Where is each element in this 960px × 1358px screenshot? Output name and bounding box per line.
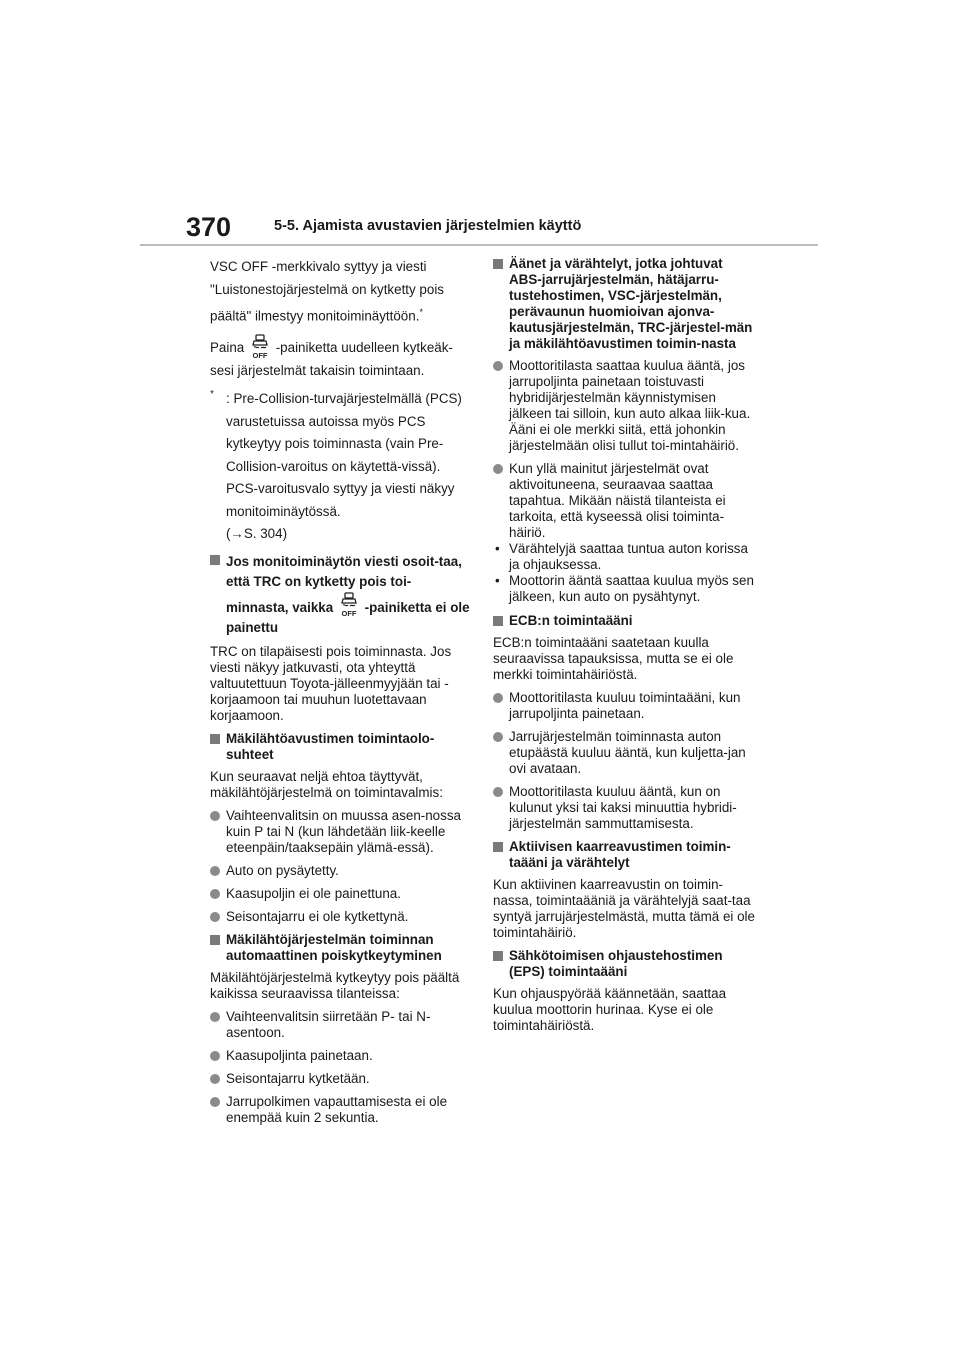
- paragraph-trc: TRC on tilapäisesti pois toiminnasta. Jos viesti näkyy jatkuvasti, ota yhteyttä valtuutettuun Toyota-jälleenmyyjään tai -korjaamoon tai muuhun luotettavaan korjaamoon.: [210, 643, 452, 723]
- heading-sounds-vibrations: Äänet ja värähtelyt, jotka johtuvat ABS-jarrujärjestelmän, hätäjarru-tustehostimen, VSC-järjestelmän, perävaunun huomioivan ajonva-kautusjärjestelmän, TRC-järjestel-män ja mäkilähtöavustimen toimin-nasta: [493, 256, 755, 352]
- heading-hill-start-conditions: Mäkilähtöavustimen toimintaolo-suhteet: [210, 731, 472, 763]
- round-bullet-icon: [493, 693, 503, 703]
- square-bullet-icon: [493, 616, 503, 626]
- paragraph-ecb: ECB:n toimintaääni saatetaan kuulla seuraavissa tapauksissa, mutta se ei ole merkki toimintahäiriöstä.: [493, 635, 734, 682]
- square-bullet-icon: [493, 842, 503, 852]
- paragraph-vsc-off: VSC OFF -merkkivalo syttyy ja viesti "Luistonestojärjestelmä on kytketty pois päältä" ilmestyy monitoiminäyttöön.*: [210, 259, 444, 324]
- vsc-off-button-icon: [340, 592, 358, 618]
- paragraph-eps: Kun ohjauspyörää käännetään, saattaa kuulua moottorin hurinaa. Kyse ei ole toimintahäiriöstä.: [493, 986, 727, 1033]
- round-bullet-icon: [493, 787, 503, 797]
- list-item: Moottoritilasta kuuluu toimintaääni, kun jarrupoljinta painetaan.: [493, 690, 755, 722]
- list-item: • Moottorin ääntä saattaa kuulua myös sen jälkeen, kun auto on pysähtynyt.: [495, 573, 754, 604]
- vsc-off-button-icon: [251, 334, 269, 360]
- paragraph-hill-start-cancel: Mäkilähtöjärjestelmä kytkeytyy pois päältä kaikissa seuraavissa tilanteissa:: [210, 969, 460, 1001]
- footnote-pcs: * : Pre-Collision-turvajärjestelmällä (PCS) varustetuissa autoissa myös PCS kytkeytyy pois toiminnasta (vain Pre-Collision-varoitus on käytettä-vissä). PCS-varoitusvalo syttyy ja viesti näkyy monitoiminäytössä. (→S. 304): [210, 389, 462, 542]
- list-item: Kun yllä mainitut järjestelmät ovat aktivoituneena, seuraavaa saattaa tapahtua. Mikään näistä tilanteista ei tarkoita, että kyseessä olisi toiminta-häiriö.: [493, 461, 755, 541]
- list-item: Kaasupoljinta painetaan.: [210, 1048, 472, 1064]
- paragraph-active-cornering: Kun aktiivinen kaarreavustin on toimin-nassa, toimintaääniä ja värähtelyjä saat-taa syntyä jarrujärjestelmästä, mutta tämä ei ole toimintahäiriö.: [493, 877, 755, 940]
- list-item: Moottoritilasta saattaa kuulua ääntä, jos jarrupoljinta painetaan toistuvasti hybridijärjestelmän käynnistymisen jälkeen tai silloin, kun auto alkaa liik-kua. Ääni ei ole merkki siitä, että johonkin järjestelmään olisi tullut toi-mintahäiriö.: [493, 358, 755, 454]
- round-bullet-icon: [210, 1074, 220, 1084]
- round-bullet-icon: [210, 1012, 220, 1022]
- heading-eps-sound: Sähkötoimisen ohjaustehostimen (EPS) toimintaääni: [493, 948, 755, 980]
- heading-hill-start-cancel: Mäkilähtöjärjestelmän toiminnan automaattinen poiskytkeytyminen: [210, 932, 472, 964]
- heading-active-cornering: Aktiivisen kaarreavustimen toimin-taääni ja värähtelyt: [493, 839, 755, 871]
- square-bullet-icon: [210, 555, 220, 565]
- round-bullet-icon: [210, 1051, 220, 1061]
- list-item: Seisontajarru kytketään.: [210, 1071, 472, 1087]
- section-title: 5-5. Ajamista avustavien järjestelmien käyttö: [274, 218, 582, 234]
- round-bullet-icon: [493, 732, 503, 742]
- square-bullet-icon: [210, 935, 220, 945]
- list-item: Vaihteenvalitsin on muussa asen-nossa kuin P tai N (kun lähdetään liik-keelle eteenpäin/taaksepäin ylämä-essä).: [210, 808, 472, 856]
- paragraph-press-again: Paina OFF -painiketta uudelleen kytkeäk-sesi järjestelmät takaisin toimintaan.: [210, 334, 472, 383]
- list-item: Jarrupolkimen vapauttamisesta ei ole enempää kuin 2 sekuntia.: [210, 1094, 472, 1126]
- list-item: Kaasupoljin ei ole painettuna.: [210, 886, 472, 902]
- list-item: Vaihteenvalitsin siirretään P- tai N-asentoon.: [210, 1009, 472, 1041]
- list-item: Moottoritilasta kuuluu ääntä, kun on kulunut yksi tai kaksi minuuttia hybridi-järjestelmän sammuttamisesta.: [493, 784, 755, 832]
- svg-text:OFF: OFF: [341, 608, 357, 618]
- page-reference: (→S. 304): [226, 526, 288, 542]
- round-bullet-icon: [210, 1097, 220, 1107]
- square-bullet-icon: [210, 734, 220, 744]
- heading-trc-message: Jos monitoiminäytön viesti osoit-taa, että TRC on kytketty pois toi-minnasta, vaikka OFF -painiketta ei ole painettu: [210, 552, 472, 638]
- svg-text:OFF: OFF: [252, 350, 268, 360]
- dash-bullet-icon: •: [495, 541, 500, 556]
- heading-ecb-sound: ECB:n toimintaääni: [493, 613, 755, 629]
- left-column: [210, 256, 472, 1133]
- list-item: Seisontajarru ei ole kytkettynä.: [210, 909, 472, 925]
- square-bullet-icon: [493, 259, 503, 269]
- round-bullet-icon: [493, 464, 503, 474]
- dash-bullet-icon: •: [495, 573, 500, 588]
- list-item: Auto on pysäytetty.: [210, 863, 472, 879]
- square-bullet-icon: [493, 951, 503, 961]
- right-column: [493, 256, 755, 1041]
- round-bullet-icon: [210, 811, 220, 821]
- round-bullet-icon: [493, 361, 503, 371]
- page-number: 370: [186, 212, 232, 242]
- paragraph-hill-start: Kun seuraavat neljä ehtoa täyttyvät, mäkilähtöjärjestelmä on toimintavalmis:: [210, 768, 443, 800]
- round-bullet-icon: [210, 866, 220, 876]
- header-divider: [140, 244, 818, 246]
- round-bullet-icon: [210, 889, 220, 899]
- list-item: • Värähtelyjä saattaa tuntua auton korissa ja ohjauksessa.: [495, 541, 748, 572]
- round-bullet-icon: [210, 912, 220, 922]
- list-item: Jarrujärjestelmän toiminnasta auton etupäästä kuuluu ääntä, kun kuljetta-jan ovi avataan.: [493, 729, 755, 777]
